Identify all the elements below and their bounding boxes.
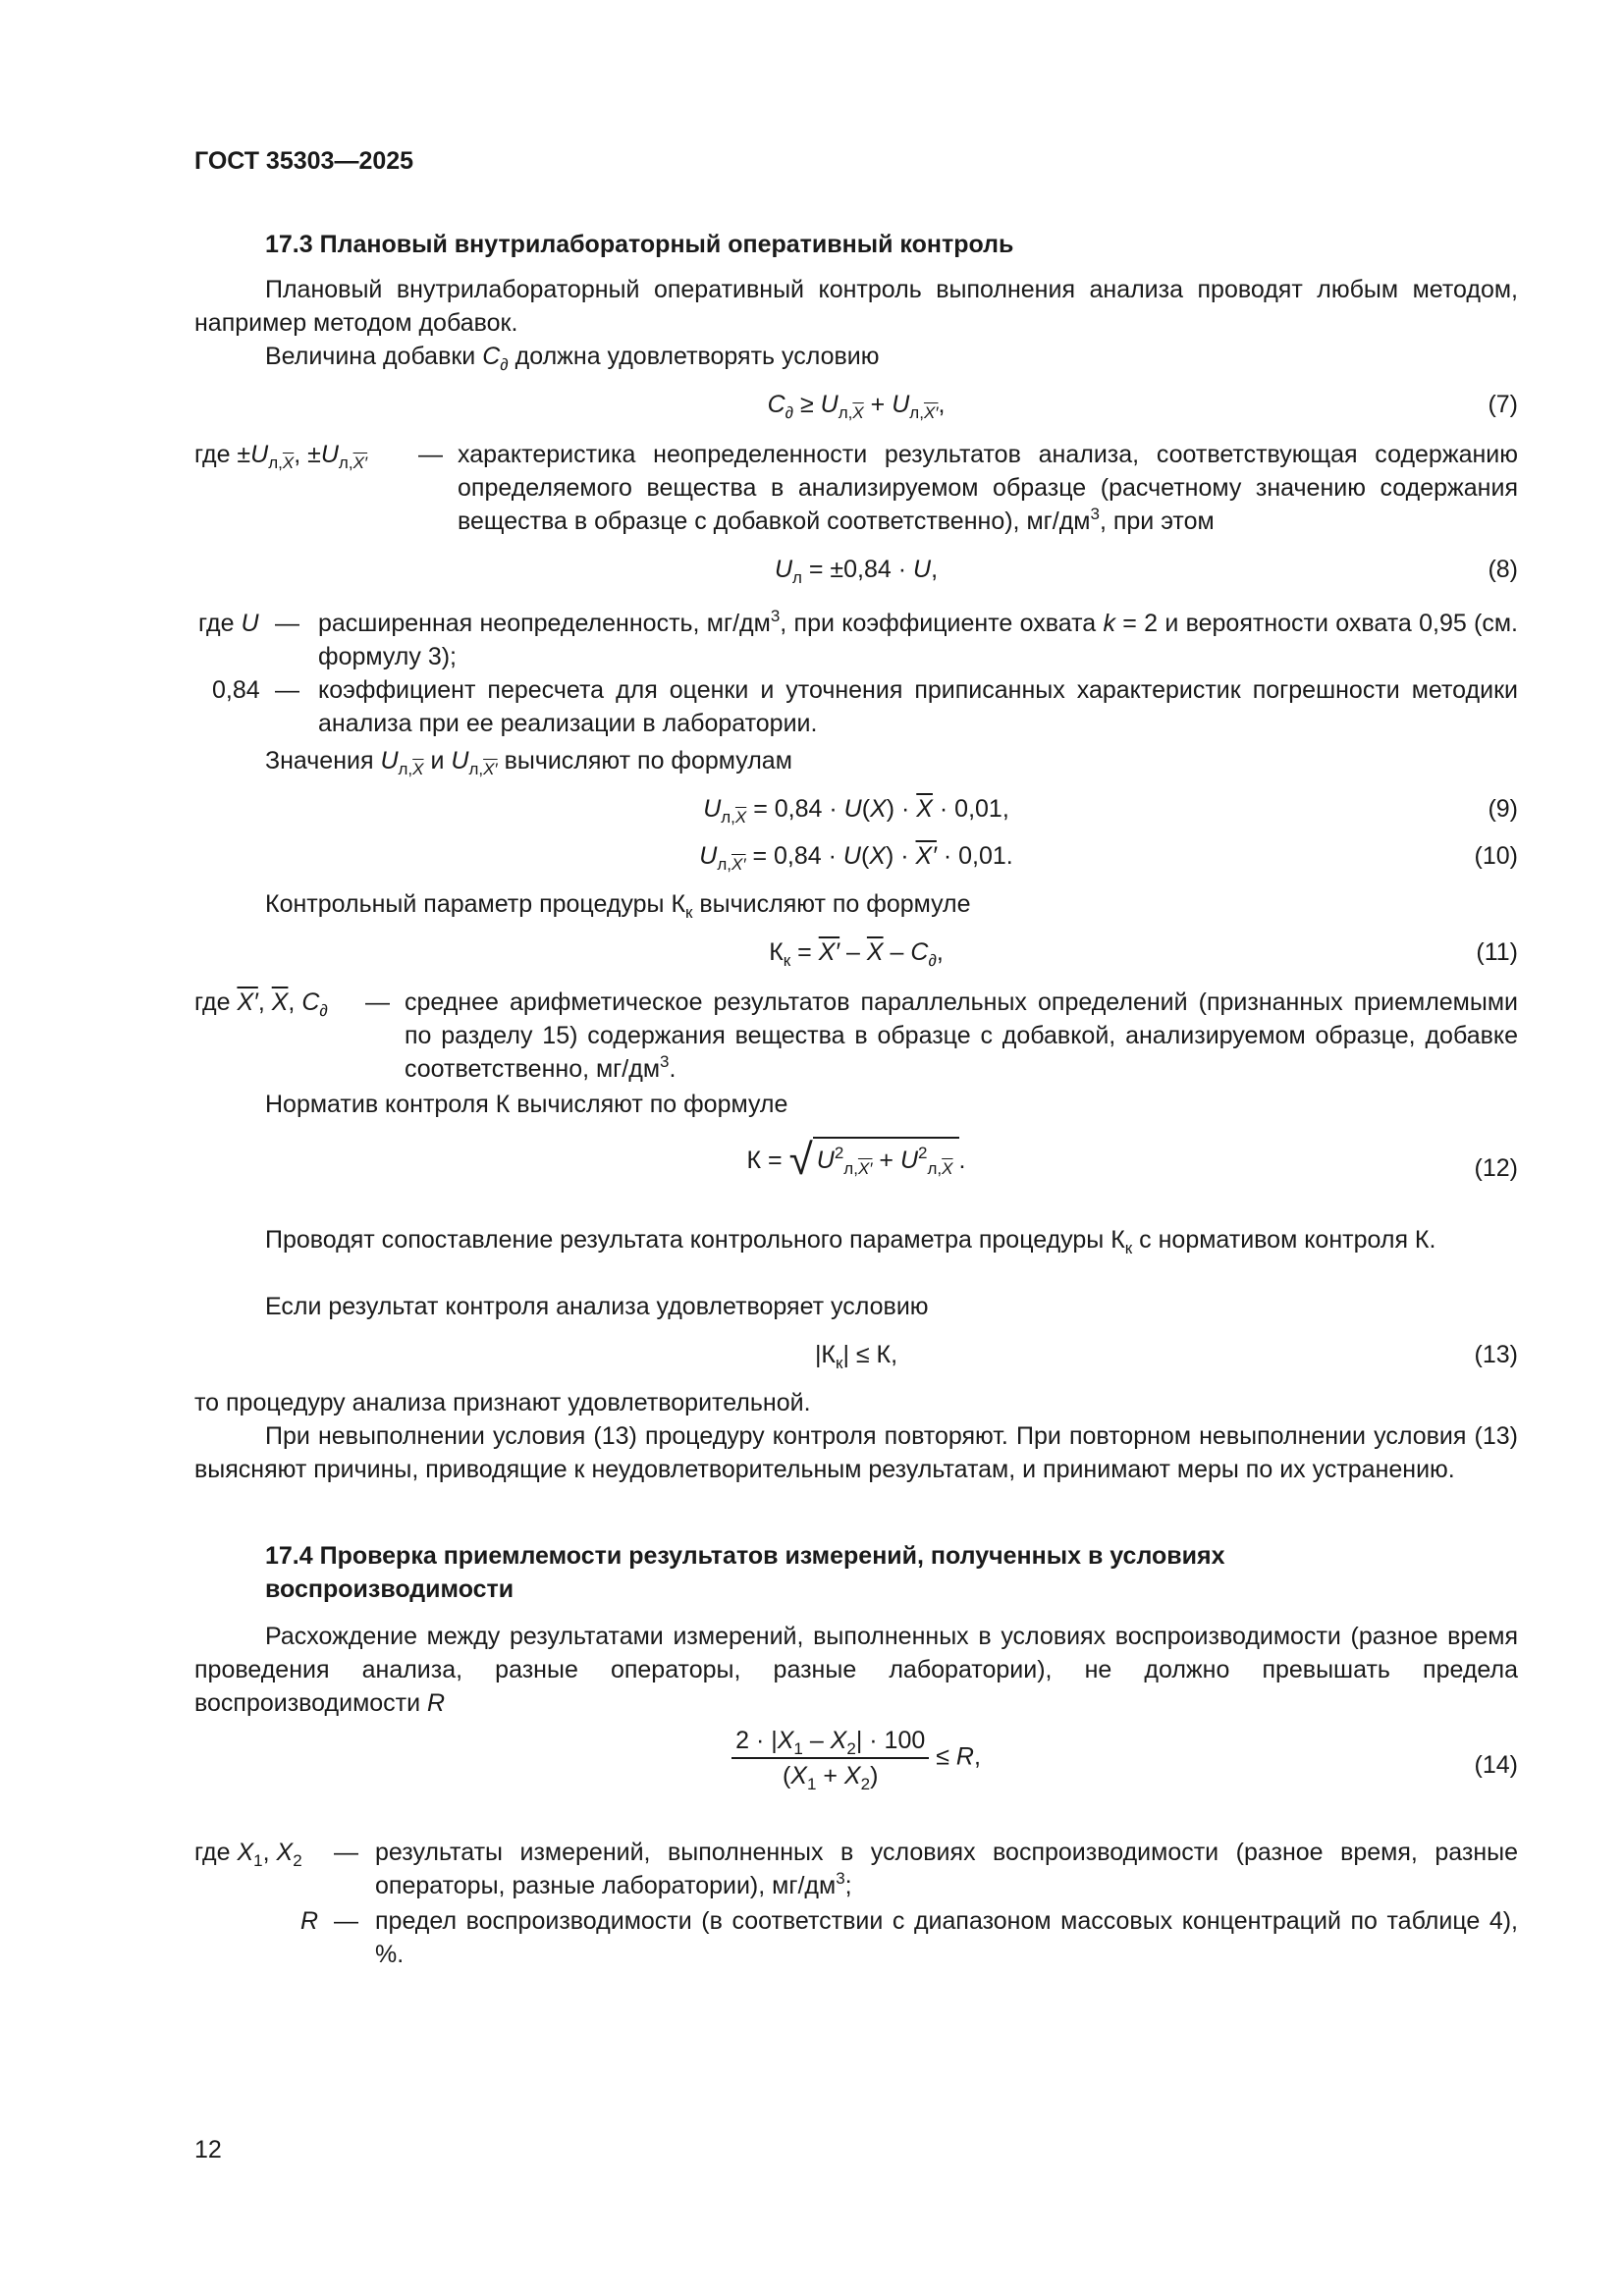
equation-14-expression: $\frac{2 \cdot |X_1 - X_2| \cdot 100}{(X_1 + X_2)}$ ≤ R,: [194, 1726, 1518, 1790]
page-number: 12: [194, 2136, 222, 2163]
equation-13: [194, 1335, 1518, 1374]
where-clause-8b-label: 0,84: [212, 676, 260, 704]
section-17-4-heading: 17.4 Проверка приемлемости результатов измерений, полученных в условиях воспроизводимости: [265, 1542, 1225, 1603]
where-clause-11: [194, 986, 1518, 1086]
where-clause-11-label: где X′, $\overline{X}$, $C_\partial$: [194, 988, 328, 1020]
equation-13-expression: $|К_к| \le К$,: [814, 1341, 898, 1372]
where-clause-11-dash: —: [365, 988, 390, 1016]
where-clause-14b-dash: —: [334, 1907, 358, 1935]
equation-14: [194, 1726, 1518, 1804]
where-clause-14a: [194, 1836, 1518, 1902]
s173-paragraph-3: Значения $U_{л,\overline{X}}$ и $U_{л,X'}$ вычисляют по формулам: [265, 747, 792, 778]
equation-14-fraction: [731, 1726, 929, 1793]
s173-paragraph-8: то процедуру анализа признают удовлетворительной.: [194, 1389, 811, 1416]
equation-13-number: (13): [1474, 1341, 1518, 1368]
where-clause-7-label: где $\pm U_{л,\overline{X}}$, $\pm U_{л,X'}$: [194, 441, 368, 472]
equation-7: [194, 385, 1518, 424]
where-clause-7: [194, 438, 1518, 538]
s173-paragraph-9: При невыполнении условия (13) процедуру контроля повторяют. При повторном невыполнении условия (13) выясняют причины, приводящие к неудовлетворительным результатам, и принимают меры по их устранению.: [194, 1422, 1518, 1483]
equation-9: [194, 789, 1518, 828]
equation-10: [194, 836, 1518, 876]
where-clause-14b-label: R: [300, 1907, 319, 1935]
equation-11-number: (11): [1476, 938, 1518, 966]
equation-8-expression: $U_л = \pm 0,84 \cdot U$,: [774, 556, 939, 587]
where-clause-8a: [194, 607, 1518, 673]
where-clause-8a-label: где U: [198, 610, 259, 637]
where-clause-14b: [194, 1904, 1518, 1971]
s173-paragraph-6: Проводят сопоставление результата контрольного параметра процедуры $К_к$ с нормативом контроля К.: [265, 1226, 1436, 1257]
equation-9-number: (9): [1488, 795, 1518, 823]
equation-12: [194, 1137, 1518, 1198]
where-clause-14b-text: предел воспроизводимости (в соответствии с диапазоном массовых концентраций по таблице 4), %.: [375, 1907, 1518, 1968]
s174-paragraph-1: Расхождение между результатами измерений, выполненных в условиях воспроизводимости (разное время проведения анализа, разные операторы, разные лаборатории), не должно превышать предела воспроизводимости R: [194, 1623, 1518, 1717]
document-header: ГОСТ 35303—2025: [194, 147, 414, 175]
equation-7-number: (7): [1488, 391, 1518, 418]
equation-10-expression: $U_{л,X'} = 0,84 \cdot U(X) \cdot X' \cdot 0,01$.: [699, 842, 1013, 874]
equation-10-number: (10): [1474, 842, 1518, 870]
equation-11: [194, 933, 1518, 972]
equation-9-expression: $U_{л,\overline{X}} = 0,84 \cdot U(X) \cdot \overline{X} \cdot 0,01$,: [703, 795, 1009, 827]
s173-paragraph-5: Норматив контроля К вычисляют по формуле: [265, 1091, 788, 1118]
s173-paragraph-7: Если результат контроля анализа удовлетворяет условию: [265, 1293, 929, 1320]
equation-7-expression: $C_\partial \ge U_{л,\overline{X}} + U_{л,X'}$,: [767, 391, 946, 422]
where-clause-8a-text: расширенная неопределенность, $мг/дм^3$, при коэффициенте охвата k = 2 и вероятности охвата 0,95 (см. формулу 3);: [318, 607, 1519, 670]
where-clause-7-text: характеристика неопределенности результатов анализа, соответствующая содержанию определяемого вещества в анализируемом образце (расчетному значению содержания вещества в образце с добавкой соответственно), $мг/дм^3$, при этом: [458, 441, 1518, 535]
section-17-3-heading: 17.3 Плановый внутрилабораторный оперативный контроль: [265, 231, 1014, 258]
where-clause-7-dash: —: [418, 441, 443, 468]
equation-8: [194, 550, 1518, 589]
s173-paragraph-2: Величина добавки $C_\partial$ должна удовлетворять условию: [265, 343, 880, 374]
where-clause-8b-dash: —: [275, 676, 299, 704]
equation-14-numerator: $2 \cdot |X_1 - X_2| \cdot 100$: [731, 1726, 929, 1759]
where-clause-8a-dash: —: [275, 610, 299, 637]
s173-paragraph-4: Контрольный параметр процедуры $К_к$ вычисляют по формуле: [265, 890, 971, 922]
equation-12-expression: К = √ $U^2_{л,X'} + U^2_{л,\overline{X}}$ .: [746, 1136, 966, 1184]
where-clause-11-text: среднее арифметическое результатов параллельных определений (признанных приемлемыми по разделу 15) содержания вещества в образце с добавкой, анализируемом образце, добавке соответственно, $мг/дм^3$.: [405, 988, 1518, 1083]
where-clause-8b-text: коэффициент пересчета для оценки и уточнения приписанных характеристик погрешности методики анализа при ее реализации в лаборатории.: [318, 676, 1518, 737]
equation-12-number: (12): [1474, 1154, 1518, 1182]
equation-11-expression: $К_к = X' - \overline{X} - C_\partial$,: [769, 938, 944, 970]
equation-14-number: (14): [1474, 1751, 1518, 1779]
where-clause-14a-label: где $X_1$, $X_2$: [194, 1839, 302, 1870]
equation-14-denominator: $(X_1 + X_2)$: [782, 1762, 879, 1793]
where-clause-14a-text: результаты измерений, выполненных в условиях воспроизводимости (разное время, разные операторы, разные лаборатории), $мг/дм^3$;: [375, 1839, 1518, 1899]
s173-paragraph-1: Плановый внутрилабораторный оперативный контроль выполнения анализа проводят любым методом, например методом добавок.: [194, 276, 1518, 337]
equation-8-number: (8): [1488, 556, 1518, 583]
where-clause-14a-dash: —: [334, 1839, 358, 1866]
where-clause-8b: [194, 673, 1518, 740]
